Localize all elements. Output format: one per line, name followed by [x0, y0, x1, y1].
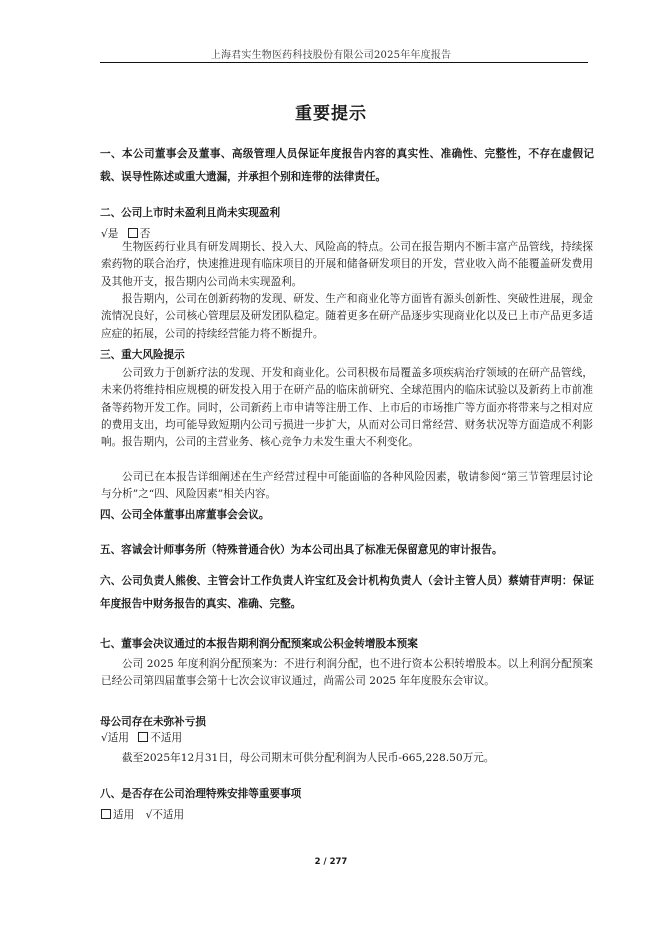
- check-applicable-label: 适用: [113, 809, 135, 821]
- page-number: 2 / 277: [314, 857, 348, 867]
- section-3-paragraph-2: 公司已在本报告详细阐述在生产经营过程中可能面临的各种风险因素，敬请参阅“第三节管理层讨论与分析”之“四、风险因素”相关内容。: [101, 471, 593, 501]
- section-8-checkboxes: [101, 808, 184, 822]
- check-applicable-label: √适用: [101, 732, 129, 744]
- page-title: 重要提示: [295, 104, 367, 124]
- checkbox-applicable: [101, 808, 134, 822]
- checkbox-empty-icon: [138, 732, 148, 742]
- section-1-statement: 一、本公司董事会及董事、高级管理人员保证年度报告内容的真实性、准确性、完整性，不存在虚假记载、误导性陈述或重大遗漏，并承担个别和连带的法律责任。: [100, 148, 594, 183]
- section-2-paragraph-1: 生物医药行业具有研发周期长、投入大、风险高的特点。公司在报告期内不断丰富产品管线，持续探索药物的联合治疗，快速推进现有临床项目的开展和储备研发项目的开发，营业收入尚不能覆盖研发费用及其他开支，报告期内公司尚未实现盈利。: [101, 241, 593, 288]
- undistributed-profit-detail: 截至2025年12月31日，母公司期末可供分配利润为人民币-665,228.50万元。: [122, 752, 495, 764]
- parent-loss-checkboxes: [101, 731, 182, 745]
- checkbox-not-applicable: [138, 731, 182, 745]
- section-7-paragraph: 公司 2025 年度利润分配预案为：不进行利润分配，也不进行资本公积转增股本。以上利润分配预案已经公司第四届董事会第十七次会议审议通过，尚需公司 2025 年年度股东会审议。: [101, 658, 593, 688]
- check-not-applicable-label: √不适用: [145, 809, 185, 821]
- check-yes-label: √是: [101, 228, 119, 240]
- section-6-statement: 六、公司负责人熊俊、主管会计工作负责人许宝红及会计机构负责人（会计主管人员）蔡婧苷声明：保证年度报告中财务报告的真实、准确、完整。: [100, 575, 594, 610]
- section-7-heading: 七、董事会决议通过的本报告期利润分配预案或公积金转增股本预案: [100, 638, 418, 650]
- section-3-paragraph-1: 公司致力于创新疗法的发现、开发和商业化。公司积极布局覆盖多项疾病治疗领域的在研产品管线，未来仍将维持相应规模的研发投入用于在研产品的临床前研究、全球范围内的临床试验以及新药上市前准备等药物开发工作。同时，公司新药上市申请等注册工作、上市后的市场推广等方面亦将带来与之相对应的费用支出，均可能导致短期内公司亏损进一步扩大，从而对公司日常经营、财务状况等方面造成不利影响。报告期内，公司的主营业务、核心竞争力未发生重大不利变化。: [101, 367, 593, 449]
- section-3-heading: 三、重大风险提示: [100, 349, 185, 361]
- running-header: 上海君实生物医药科技股份有限公司2025年年度报告: [210, 50, 452, 61]
- section-2-heading: 二、公司上市时未盈利且尚未实现盈利: [100, 207, 281, 219]
- check-no-label: 否: [139, 228, 151, 240]
- section-8-heading: 八、是否存在公司治理特殊安排等重要事项: [100, 788, 302, 800]
- section-5-statement: 五、容诚会计师事务所（特殊普通合伙）为本公司出具了标准无保留意见的审计报告。: [100, 544, 503, 556]
- check-not-applicable-label: 不适用: [150, 732, 183, 744]
- parent-company-loss-heading: 母公司存在未弥补亏损: [100, 716, 206, 728]
- section-4-statement: 四、公司全体董事出席董事会会议。: [100, 509, 270, 521]
- header-divider: [100, 62, 588, 63]
- checkbox-empty-icon: [128, 228, 138, 238]
- checkbox-empty-icon: [101, 809, 111, 819]
- section-2-paragraph-2: 报告期内，公司在创新药物的发现、研发、生产和商业化等方面皆有源头创新性、突破性进展，现金流情况良好，公司核心管理层及研发团队稳定。随着更多在研产品逐步实现商业化以及已上市产品更多适应症的拓展，公司的持续经营能力将不断提升。: [101, 293, 593, 340]
